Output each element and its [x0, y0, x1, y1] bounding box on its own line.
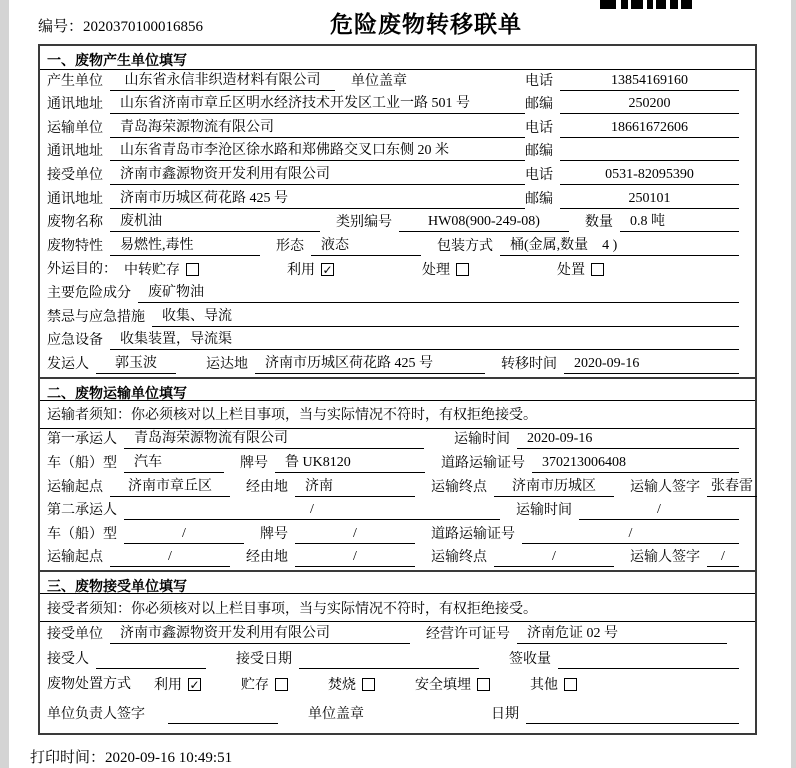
responsible-sign-label: 单位负责人签字	[47, 707, 145, 723]
via2-value: /	[295, 548, 415, 567]
plate2-value: /	[295, 525, 415, 544]
destination-value: 济南市历城区荷花路 425 号	[255, 355, 485, 374]
checkbox-icon	[477, 678, 490, 691]
transporter-phone-group	[525, 119, 739, 138]
producer-address-label: 通讯地址	[47, 97, 103, 113]
waste-form-label: 形态	[276, 238, 304, 254]
waste-name-label: 废物名称	[47, 215, 103, 231]
carrier2-row	[40, 500, 755, 524]
receiver-row	[40, 164, 755, 188]
route1-row	[40, 476, 755, 500]
checkbox-icon	[186, 263, 199, 276]
transporter-label: 运输单位	[47, 120, 103, 136]
permit1-value: 370213006408	[532, 454, 739, 473]
acceptance-row	[40, 647, 755, 672]
waste-category-label: 类别编号	[336, 215, 392, 231]
via1-value: 济南	[295, 478, 415, 497]
origin1-label: 运输起点	[47, 479, 103, 495]
vehicle2-value: /	[124, 525, 244, 544]
vehicle2-row	[40, 523, 755, 547]
disposal-option-label: 安全填埋	[415, 678, 471, 694]
plate1-value: 鲁 UK8120	[275, 454, 425, 473]
transporter-notice-row	[40, 401, 755, 429]
transfer-time-value: 2020-09-16	[564, 355, 739, 374]
waste-qty-label: 数量	[585, 215, 613, 231]
disposal-method-row	[40, 672, 755, 697]
waste-name-row	[40, 212, 755, 236]
accepting-unit-label: 接受单位	[47, 627, 103, 643]
section3-header: 三、废物接受单位填写	[40, 570, 755, 594]
producer-seal-label: 单位盖章	[351, 73, 407, 89]
producer-zip-group	[525, 95, 739, 114]
received-amount-value	[558, 651, 739, 669]
receiver-notice-row	[40, 594, 755, 622]
serial-value: 2020370100016856	[83, 19, 204, 35]
emergency-equipment-value: 收集装置，导流渠	[110, 331, 739, 350]
producer-address-row	[40, 94, 755, 118]
disposal-option-other	[530, 674, 577, 694]
receiver-zip-group	[525, 190, 739, 209]
destination-label: 运达地	[206, 356, 248, 372]
transporter-address-value: 山东省青岛市李沧区徐水路和郑佛路交叉口东侧 20 米	[110, 142, 525, 161]
carrier1-row	[40, 429, 755, 453]
disposal-option-incinerate	[328, 674, 375, 694]
transporter-phone-label: 电话	[525, 120, 553, 136]
waste-form-value: 液态	[311, 237, 421, 256]
carrier2-label: 第二承运人	[47, 503, 117, 519]
vehicle1-row	[40, 452, 755, 476]
print-time	[30, 746, 232, 767]
accepting-unit-value: 济南市鑫源物资开发利用有限公司	[110, 625, 410, 644]
purpose-option-utilize	[287, 259, 334, 279]
hazard-components-label: 主要危险成分	[47, 285, 131, 301]
page-edge-right	[791, 0, 796, 768]
accept-date-label: 接受日期	[236, 652, 292, 668]
receiver-zip-value: 250101	[560, 190, 739, 209]
carrier2-value: /	[124, 501, 500, 520]
transfer-purpose-row	[40, 259, 755, 283]
packing-label: 包装方式	[437, 238, 493, 254]
serial-label: 编号：	[38, 19, 84, 35]
transfer-form-table	[38, 44, 757, 735]
sign-date-label: 日期	[491, 707, 519, 723]
sign1-label: 运输人签字	[630, 479, 700, 495]
print-time-value: 2020-09-16 10:49:51	[105, 750, 233, 766]
emergency-measures-label: 禁忌与应急措施	[47, 309, 145, 325]
purpose-option-treat	[422, 259, 469, 279]
producer-zip-value: 250200	[560, 95, 739, 114]
qr-code-icon	[600, 0, 692, 9]
producer-address-value: 山东省济南市章丘区明水经济技术开发区工业一路 501 号	[110, 95, 525, 114]
checkbox-icon: ✓	[322, 262, 333, 277]
section1-header: 一、废物产生单位填写	[40, 46, 755, 70]
received-amount-label: 签收量	[509, 652, 551, 668]
emergency-equipment-row	[40, 330, 755, 354]
vehicle1-value: 汽车	[124, 454, 224, 473]
sender-value: 郭玉波	[96, 355, 176, 374]
receiver-address-label: 通讯地址	[47, 191, 103, 207]
via2-label: 经由地	[246, 550, 288, 566]
purpose-option-transfer-storage	[124, 259, 199, 279]
checkbox-icon	[275, 678, 288, 691]
transporter-row	[40, 117, 755, 141]
document-header	[0, 0, 796, 44]
transporter-zip-value	[560, 143, 739, 161]
serial-number	[38, 15, 203, 36]
purpose-option-label: 处理	[422, 263, 450, 279]
permit2-value: /	[522, 525, 739, 544]
page-edge-left	[0, 0, 9, 768]
transporter-phone-value: 18661672606	[560, 119, 739, 138]
packing-value: 桶(金属,数量 4 )	[500, 237, 739, 256]
hazard-components-value: 废矿物油	[138, 284, 739, 303]
emergency-measures-row	[40, 306, 755, 330]
purpose-option-label: 中转贮存	[124, 263, 180, 279]
waste-category-value: HW08(900-249-08)	[399, 213, 569, 232]
purpose-option-dispose	[557, 259, 604, 279]
waste-traits-label: 废物特性	[47, 238, 103, 254]
unit-seal-label: 单位盖章	[308, 707, 364, 723]
producer-label: 产生单位	[47, 73, 103, 89]
transfer-purpose-label: 外运目的：	[47, 262, 117, 278]
carrier1-value: 青岛海荣源物流有限公司	[124, 430, 424, 449]
accepting-unit-row	[40, 622, 755, 647]
producer-phone-value: 13854169160	[560, 72, 739, 91]
disposal-option-landfill	[415, 674, 490, 694]
receiver-phone-group	[525, 166, 739, 185]
sign2-label: 运输人签字	[630, 550, 700, 566]
sign2-value: /	[707, 548, 739, 567]
carrier1-time-label: 运输时间	[454, 432, 510, 448]
origin2-value: /	[110, 548, 230, 567]
receiver-phone-label: 电话	[525, 167, 553, 183]
accept-date-value	[299, 651, 479, 669]
transporter-value: 青岛海荣源物流有限公司	[110, 119, 525, 138]
transporter-notice-text: 运输者须知：你必须核对以上栏目事项，当与实际情况不符时，有权拒绝接受。	[47, 408, 537, 424]
producer-value: 山东省永信非织造材料有限公司	[110, 72, 335, 91]
disposal-option-utilize	[154, 674, 201, 694]
plate1-label: 牌号	[240, 455, 268, 471]
disposal-option-label: 焚烧	[328, 678, 356, 694]
waste-traits-row	[40, 235, 755, 259]
receiver-value: 济南市鑫源物资开发利用有限公司	[110, 166, 525, 185]
transporter-address-row	[40, 141, 755, 165]
permit2-label: 道路运输证号	[431, 526, 515, 542]
transporter-zip-group	[525, 143, 739, 161]
sign-date-value	[526, 706, 739, 724]
receiver-address-row	[40, 188, 755, 212]
purpose-option-label: 处置	[557, 263, 585, 279]
print-time-label: 打印时间：	[30, 750, 106, 766]
transporter-zip-label: 邮编	[525, 144, 553, 160]
checkbox-icon	[591, 263, 604, 276]
waste-name-value: 废机油	[110, 213, 320, 232]
responsible-sign-value	[168, 706, 278, 724]
producer-row	[40, 70, 755, 94]
sender-label: 发运人	[47, 356, 89, 372]
dispatch-row	[40, 353, 755, 377]
origin1-value: 济南市章丘区	[110, 478, 230, 497]
origin2-label: 运输起点	[47, 550, 103, 566]
vehicle1-label: 车（船）型	[47, 455, 117, 471]
dest1-value: 济南市历城区	[494, 478, 614, 497]
waste-traits-value: 易燃性,毒性	[110, 237, 260, 256]
license-label: 经营许可证号	[426, 627, 510, 643]
receiver-notice-text: 接受者须知：你必须核对以上栏目事项，当与实际情况不符时，有权拒绝接受。	[47, 601, 537, 617]
receiver-address-value: 济南市历城区荷花路 425 号	[110, 190, 525, 209]
carrier2-time-value: /	[579, 501, 739, 520]
disposal-method-label: 废物处置方式	[47, 677, 131, 693]
dest2-label: 运输终点	[431, 550, 487, 566]
route2-row	[40, 547, 755, 571]
via1-label: 经由地	[246, 479, 288, 495]
dest2-value: /	[494, 548, 614, 567]
permit1-label: 道路运输证号	[441, 455, 525, 471]
dest1-label: 运输终点	[431, 479, 487, 495]
page-title: 危险废物转移联单	[330, 12, 522, 37]
carrier2-time-label: 运输时间	[516, 503, 572, 519]
emergency-measures-value: 收集、导流	[152, 308, 739, 327]
license-value: 济南危证 02 号	[517, 625, 727, 644]
checkbox-icon	[362, 678, 375, 691]
disposal-option-label: 其他	[530, 678, 558, 694]
carrier1-label: 第一承运人	[47, 432, 117, 448]
transfer-time-label: 转移时间	[501, 356, 557, 372]
purpose-option-label: 利用	[287, 263, 315, 279]
producer-phone-label: 电话	[525, 73, 553, 89]
recipient-label: 接受人	[47, 652, 89, 668]
transporter-address-label: 通讯地址	[47, 144, 103, 160]
emergency-equipment-label: 应急设备	[47, 333, 103, 349]
disposal-option-label: 贮存	[241, 678, 269, 694]
signoff-row	[40, 697, 755, 733]
vehicle2-label: 车（船）型	[47, 526, 117, 542]
plate2-label: 牌号	[260, 526, 288, 542]
receiver-phone-value: 0531-82095390	[560, 166, 739, 185]
producer-zip-label: 邮编	[525, 97, 553, 113]
carrier1-time-value: 2020-09-16	[517, 430, 739, 449]
recipient-value	[96, 651, 206, 669]
sign1-value: 张春雷	[707, 478, 757, 497]
producer-phone-group	[525, 72, 739, 91]
receiver-label: 接受单位	[47, 167, 103, 183]
checkbox-icon	[564, 678, 577, 691]
checkbox-icon: ✓	[189, 677, 200, 692]
checkbox-icon	[456, 263, 469, 276]
disposal-option-storage	[241, 674, 288, 694]
receiver-zip-label: 邮编	[525, 191, 553, 207]
waste-qty-value: 0.8 吨	[620, 213, 739, 232]
section2-header: 二、废物运输单位填写	[40, 377, 755, 401]
hazard-components-row	[40, 282, 755, 306]
disposal-option-label: 利用	[154, 678, 182, 694]
